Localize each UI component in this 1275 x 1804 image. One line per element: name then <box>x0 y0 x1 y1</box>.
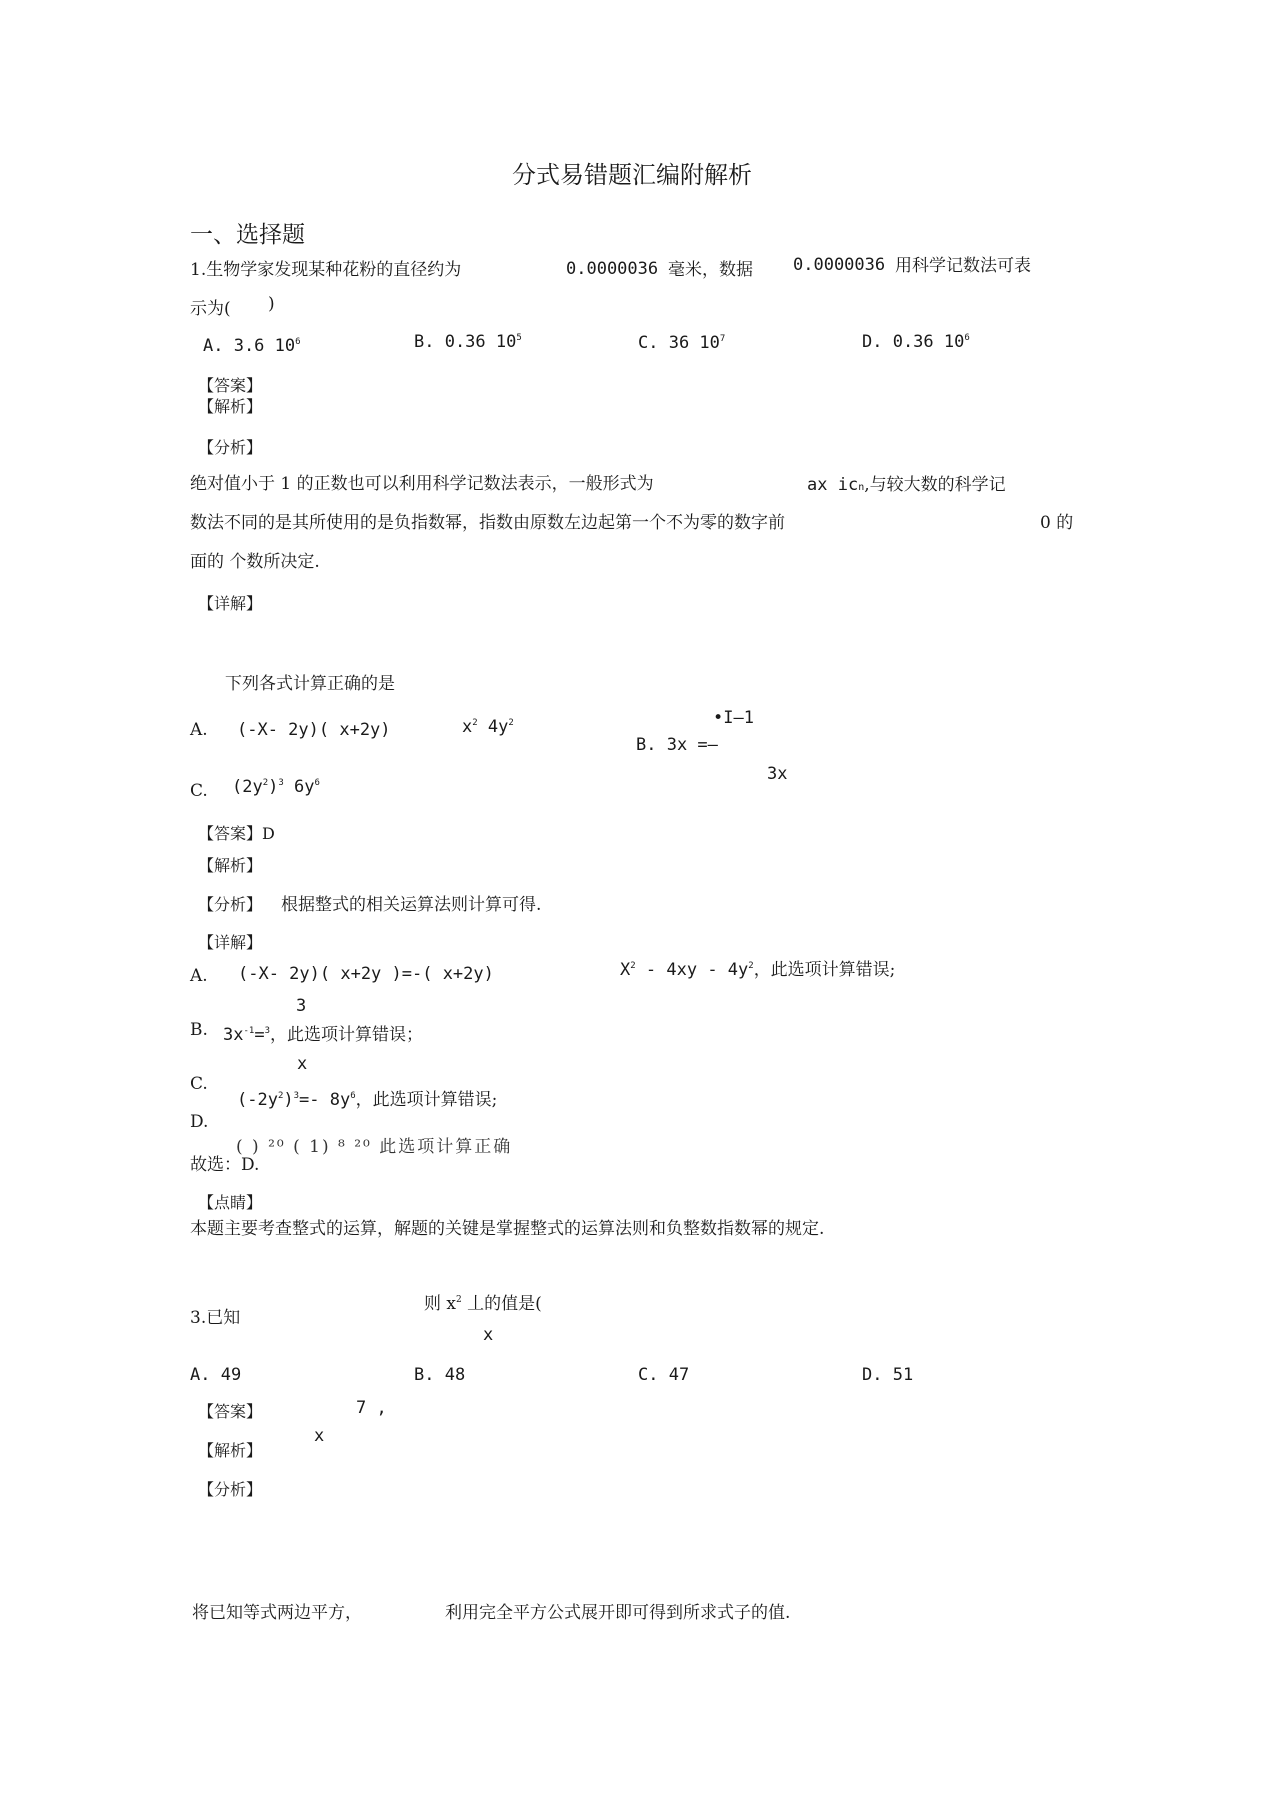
q3-jiexi-label: 【解析】 <box>198 1441 263 1460</box>
q2-summary: 本题主要考查整式的运算，解题的关键是掌握整式的运算法则和负整数指数幂的规定. <box>190 1219 825 1239</box>
q2-stem: 下列各式计算正确的是 <box>225 674 395 694</box>
q1-analysis-line: 数法不同的是其所使用的是负指数幂，指数由原数左边起第一个不为零的数字前 <box>190 513 785 533</box>
q1-number: 0.0000036 <box>566 259 659 279</box>
q2-dianjing-label: 【点睛】 <box>198 1193 263 1212</box>
q1-stem: 1.生物学家发现某种花粉的直径约为 <box>190 260 462 280</box>
q3-option-a: A. 49 <box>190 1365 242 1385</box>
q2-detail-a-label: A. <box>190 966 208 986</box>
q3-analysis-cont: 利用完全平方公式展开即可得到所求式子的值. <box>445 1603 791 1623</box>
q2-detail-d-label: D. <box>190 1112 209 1132</box>
q2-detail-c-expr: $(-2y^2)^3=-$ $8y^6$，此选项计算错误; <box>237 1090 498 1110</box>
q3-answer-label: 【答案】 <box>198 1402 263 1421</box>
q2-detail-b-denominator: x <box>297 1054 308 1074</box>
q3-question: 则 $x^2$ 丄的值是( <box>424 1294 542 1314</box>
q1-detail-label: 【详解】 <box>198 594 263 613</box>
q2-fenxi-text: 根据整式的相关运算法则计算可得. <box>281 895 542 915</box>
q2-detail-a-expr: (-X- 2y)( x+2y )=-( x+2y) <box>238 964 494 984</box>
q1-stem-part: 毫米，数据 <box>668 260 753 280</box>
q2-detail-label: 【详解】 <box>198 933 263 952</box>
q1-option-a: A. 3.6 $10^6$ <box>203 336 301 356</box>
q2-detail-b-expr: $3x^{-1}=^3$，此选项计算错误； <box>223 1025 423 1045</box>
q3-option-d: D. 51 <box>862 1365 914 1385</box>
q2-option-c-label: C. <box>190 781 208 801</box>
q2-option-b: B. 3x =— <box>636 735 718 755</box>
q2-detail-b-label: B. <box>190 1020 208 1040</box>
q2-option-b-denominator: 3x <box>767 764 788 784</box>
q1-analysis-line-end: 0 的 <box>1040 513 1074 533</box>
q2-detail-c-label: C. <box>190 1074 208 1094</box>
q1-jiexi-label: 【解析】 <box>198 397 263 416</box>
q1-option-c: C. 36 $10^7$ <box>638 333 726 353</box>
q3-option-b: B. 48 <box>414 1365 466 1385</box>
q2-option-c-expr: $(2y^2)^3$ $6y^6$ <box>232 777 320 797</box>
q3-fenxi-label: 【分析】 <box>198 1480 263 1499</box>
q1-analysis-line: 绝对值小于 1 的正数也可以利用科学记数法表示，一般形式为 <box>190 474 654 494</box>
q2-option-a-label: A. <box>190 720 208 740</box>
q2-option-b-numerator: •I—1 <box>713 708 754 728</box>
q2-fenxi-label: 【分析】 <box>198 895 263 914</box>
q2-conclusion: 故选：D. <box>190 1155 260 1175</box>
q2-answer-label: 【答案】D <box>198 824 275 843</box>
q3-analysis: 将已知等式两边平方， <box>192 1603 362 1623</box>
q2-option-a-expr: (-X- 2y)( x+2y) <box>237 720 391 740</box>
q2-detail-d-truncated: ( ) ²⁰ ( 1) ⁸ ²⁰ 此选项计算正确 <box>236 1137 513 1157</box>
q3-stem: 3.已知 <box>190 1308 241 1328</box>
q2-detail-a-result: $X^2 - 4xy - 4y^2$，此选项计算错误; <box>620 960 896 980</box>
q1-option-b: B. 0.36 $10^5$ <box>414 332 522 352</box>
q2-detail-b-numerator: 3 <box>296 996 307 1016</box>
section-heading: 一、选择题 <box>190 222 305 248</box>
q2-option-a-rhs: $x^2$ $4y^2$ <box>462 717 514 737</box>
q3-answer-denominator: x <box>314 1426 325 1446</box>
q1-number: 0.0000036 <box>793 255 886 275</box>
q1-stem-part: 用科学记数法可表 <box>895 256 1031 276</box>
q1-answer-label: 【答案】 <box>198 376 263 395</box>
q1-stem-part: 示为( <box>190 299 231 319</box>
q2-jiexi-label: 【解析】 <box>198 856 263 875</box>
q1-option-d: D. 0.36 $10^6$ <box>862 332 970 352</box>
page-title: 分式易错题汇编附解析 <box>512 161 752 189</box>
q1-analysis-formula: ax icn,与较大数的科学记 <box>807 475 1006 495</box>
q3-answer-fragment: 7 , <box>356 1398 387 1418</box>
q1-analysis-line: 面的 个数所决定. <box>190 552 320 572</box>
q1-fenxi-label: 【分析】 <box>198 438 263 457</box>
q1-paren: ) <box>268 294 275 314</box>
q3-question-denominator: x <box>483 1325 494 1345</box>
q3-option-c: C. 47 <box>638 1365 690 1385</box>
